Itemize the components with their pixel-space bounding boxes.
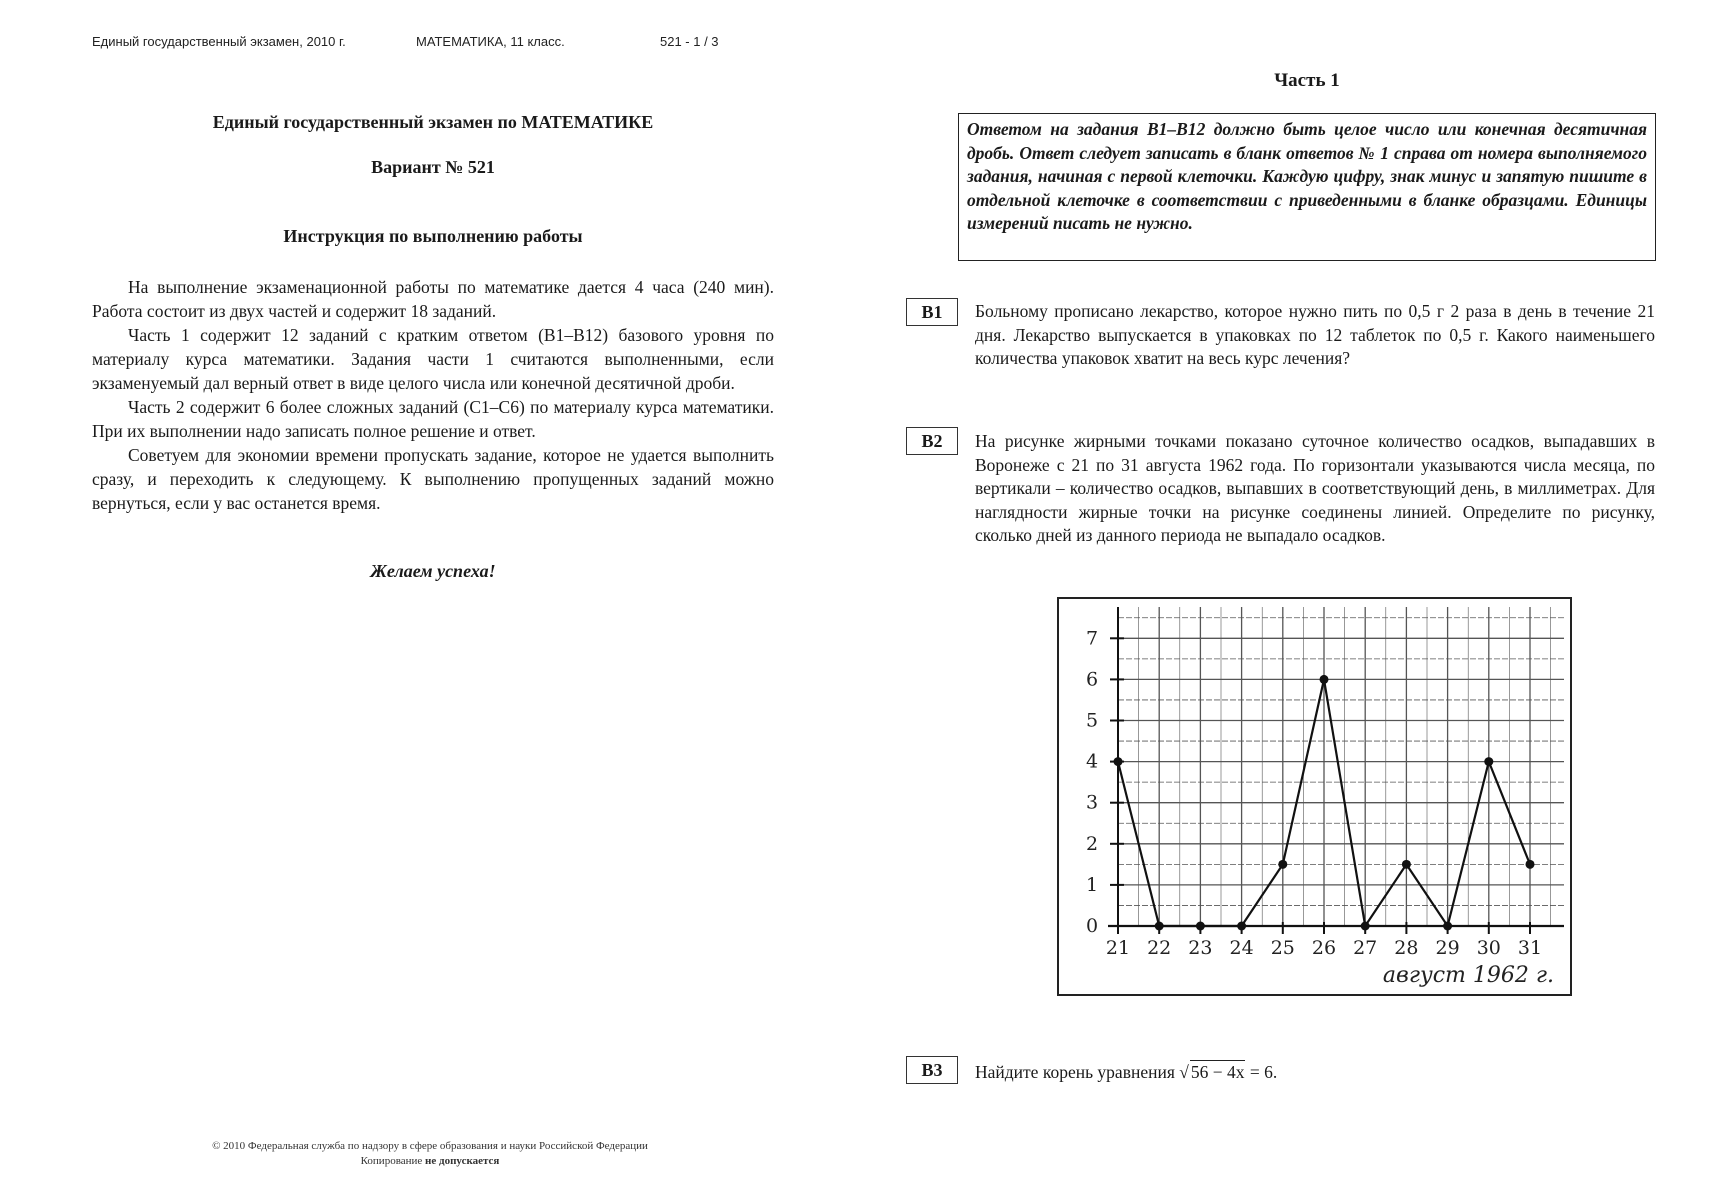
copy-restriction-line: Копирование не допускается xyxy=(360,1155,500,1167)
task-label-b2: B2 xyxy=(906,427,958,455)
instruction-paragraph: Часть 2 содержит 6 более сложных заданий (С1–С6) по материалу курса математики. При их выполнении надо записать полное решение и ответ. xyxy=(92,397,774,441)
svg-text:3: 3 xyxy=(1085,791,1099,814)
task-label-b3: B3 xyxy=(906,1056,958,1084)
instruction-paragraph: Советуем для экономии времени пропускать задание, которое не удается выполнить сразу, и переходить к следующему. К выполнению пропущенных заданий можно вернуться, если у вас останется время. xyxy=(92,445,774,513)
good-luck-text: Желаем успеха! xyxy=(370,561,496,581)
instructions-body xyxy=(92,275,774,515)
header-page-number: 521 - 1 / 3 xyxy=(660,34,719,49)
svg-text:4: 4 xyxy=(1085,750,1099,773)
instruction-paragraph: Часть 1 содержит 12 заданий с кратким ответом (В1–В12) базового уровня по материалу курса математики. Задания части 1 считаются выполненными, если экзаменуемый дал верный ответ в виде целого числа или конечной десятичной дроби. xyxy=(92,325,774,393)
equation-radicand: 56 − 4x xyxy=(1190,1060,1246,1085)
variant-title: Вариант № 521 xyxy=(371,157,495,177)
instructions-title: Инструкция по выполнению работы xyxy=(283,226,583,246)
precipitation-line-chart xyxy=(1059,599,1570,994)
task-text-b1: Больному прописано лекарство, которое нужно пить по 0,5 г 2 раза в день в течение 21 дня. Лекарство выпускается в упаковках по 12 таблеток по 0,5 г. Какого наименьшего количества упаковок хватит на весь курс лечения? xyxy=(975,301,1655,368)
task-text-b2: На рисунке жирными точками показано суточное количество осадков, выпадавших в Воронеже с 21 по 31 августа 1962 года. По горизонтали указываются числа месяца, по вертикали – количество осадков, выпавших в соответствующий день, в миллиметрах. Для наглядности жирные точки на рисунке соединены линией. Определите по рисунку, сколько дней из данного периода не выпадало осадков. xyxy=(975,431,1655,545)
svg-text:30: 30 xyxy=(1476,937,1501,959)
svg-text:27: 27 xyxy=(1353,937,1378,959)
precipitation-chart xyxy=(1057,597,1572,996)
task-text-b3: Найдите корень уравнения √ 56 − 4x = 6. xyxy=(975,1060,1655,1085)
svg-text:2: 2 xyxy=(1085,832,1099,855)
sqrt-symbol: √ xyxy=(1179,1062,1189,1082)
answer-instructions-box: Ответом на задания В1–В12 должно быть целое число или конечная десятичная дробь. Ответ следует записать в бланк ответов № 1 справа от номера выполняемого задания, начиная с первой клеточки. Каждую цифру, знак минус и запятую пишите в отдельной клеточке в соответствии с приведенными в бланке образцами. Единицы измерений писать не нужно. xyxy=(958,113,1656,261)
copyright-footer xyxy=(150,1139,710,1169)
svg-text:август 1962 г.: август 1962 г. xyxy=(1382,963,1554,988)
svg-text:23: 23 xyxy=(1188,937,1213,959)
svg-text:24: 24 xyxy=(1229,937,1254,959)
header-subject: МАТЕМАТИКА, 11 класс. xyxy=(416,34,565,49)
svg-text:5: 5 xyxy=(1085,709,1099,732)
svg-text:1: 1 xyxy=(1085,873,1099,896)
svg-text:26: 26 xyxy=(1311,937,1337,959)
task-label-b1: B1 xyxy=(906,298,958,326)
svg-text:22: 22 xyxy=(1147,937,1172,959)
svg-text:28: 28 xyxy=(1394,937,1419,959)
header-exam: Единый государственный экзамен, 2010 г. xyxy=(92,34,346,49)
svg-text:29: 29 xyxy=(1435,937,1460,959)
instruction-paragraph: На выполнение экзаменационной работы по математике дается 4 часа (240 мин). Работа состоит из двух частей и содержит 18 заданий. xyxy=(92,277,774,321)
part-title: Часть 1 xyxy=(1274,70,1340,91)
svg-text:21: 21 xyxy=(1105,937,1131,959)
svg-text:6: 6 xyxy=(1085,668,1099,691)
svg-text:25: 25 xyxy=(1270,937,1295,959)
copyright-line: © 2010 Федеральная служба по надзору в сфере образования и науки Российской Федерации xyxy=(212,1140,648,1152)
svg-text:31: 31 xyxy=(1517,937,1543,959)
svg-text:0: 0 xyxy=(1085,915,1099,937)
exam-title: Единый государственный экзамен по МАТЕМАТИКЕ xyxy=(212,112,654,132)
svg-text:7: 7 xyxy=(1085,627,1099,650)
